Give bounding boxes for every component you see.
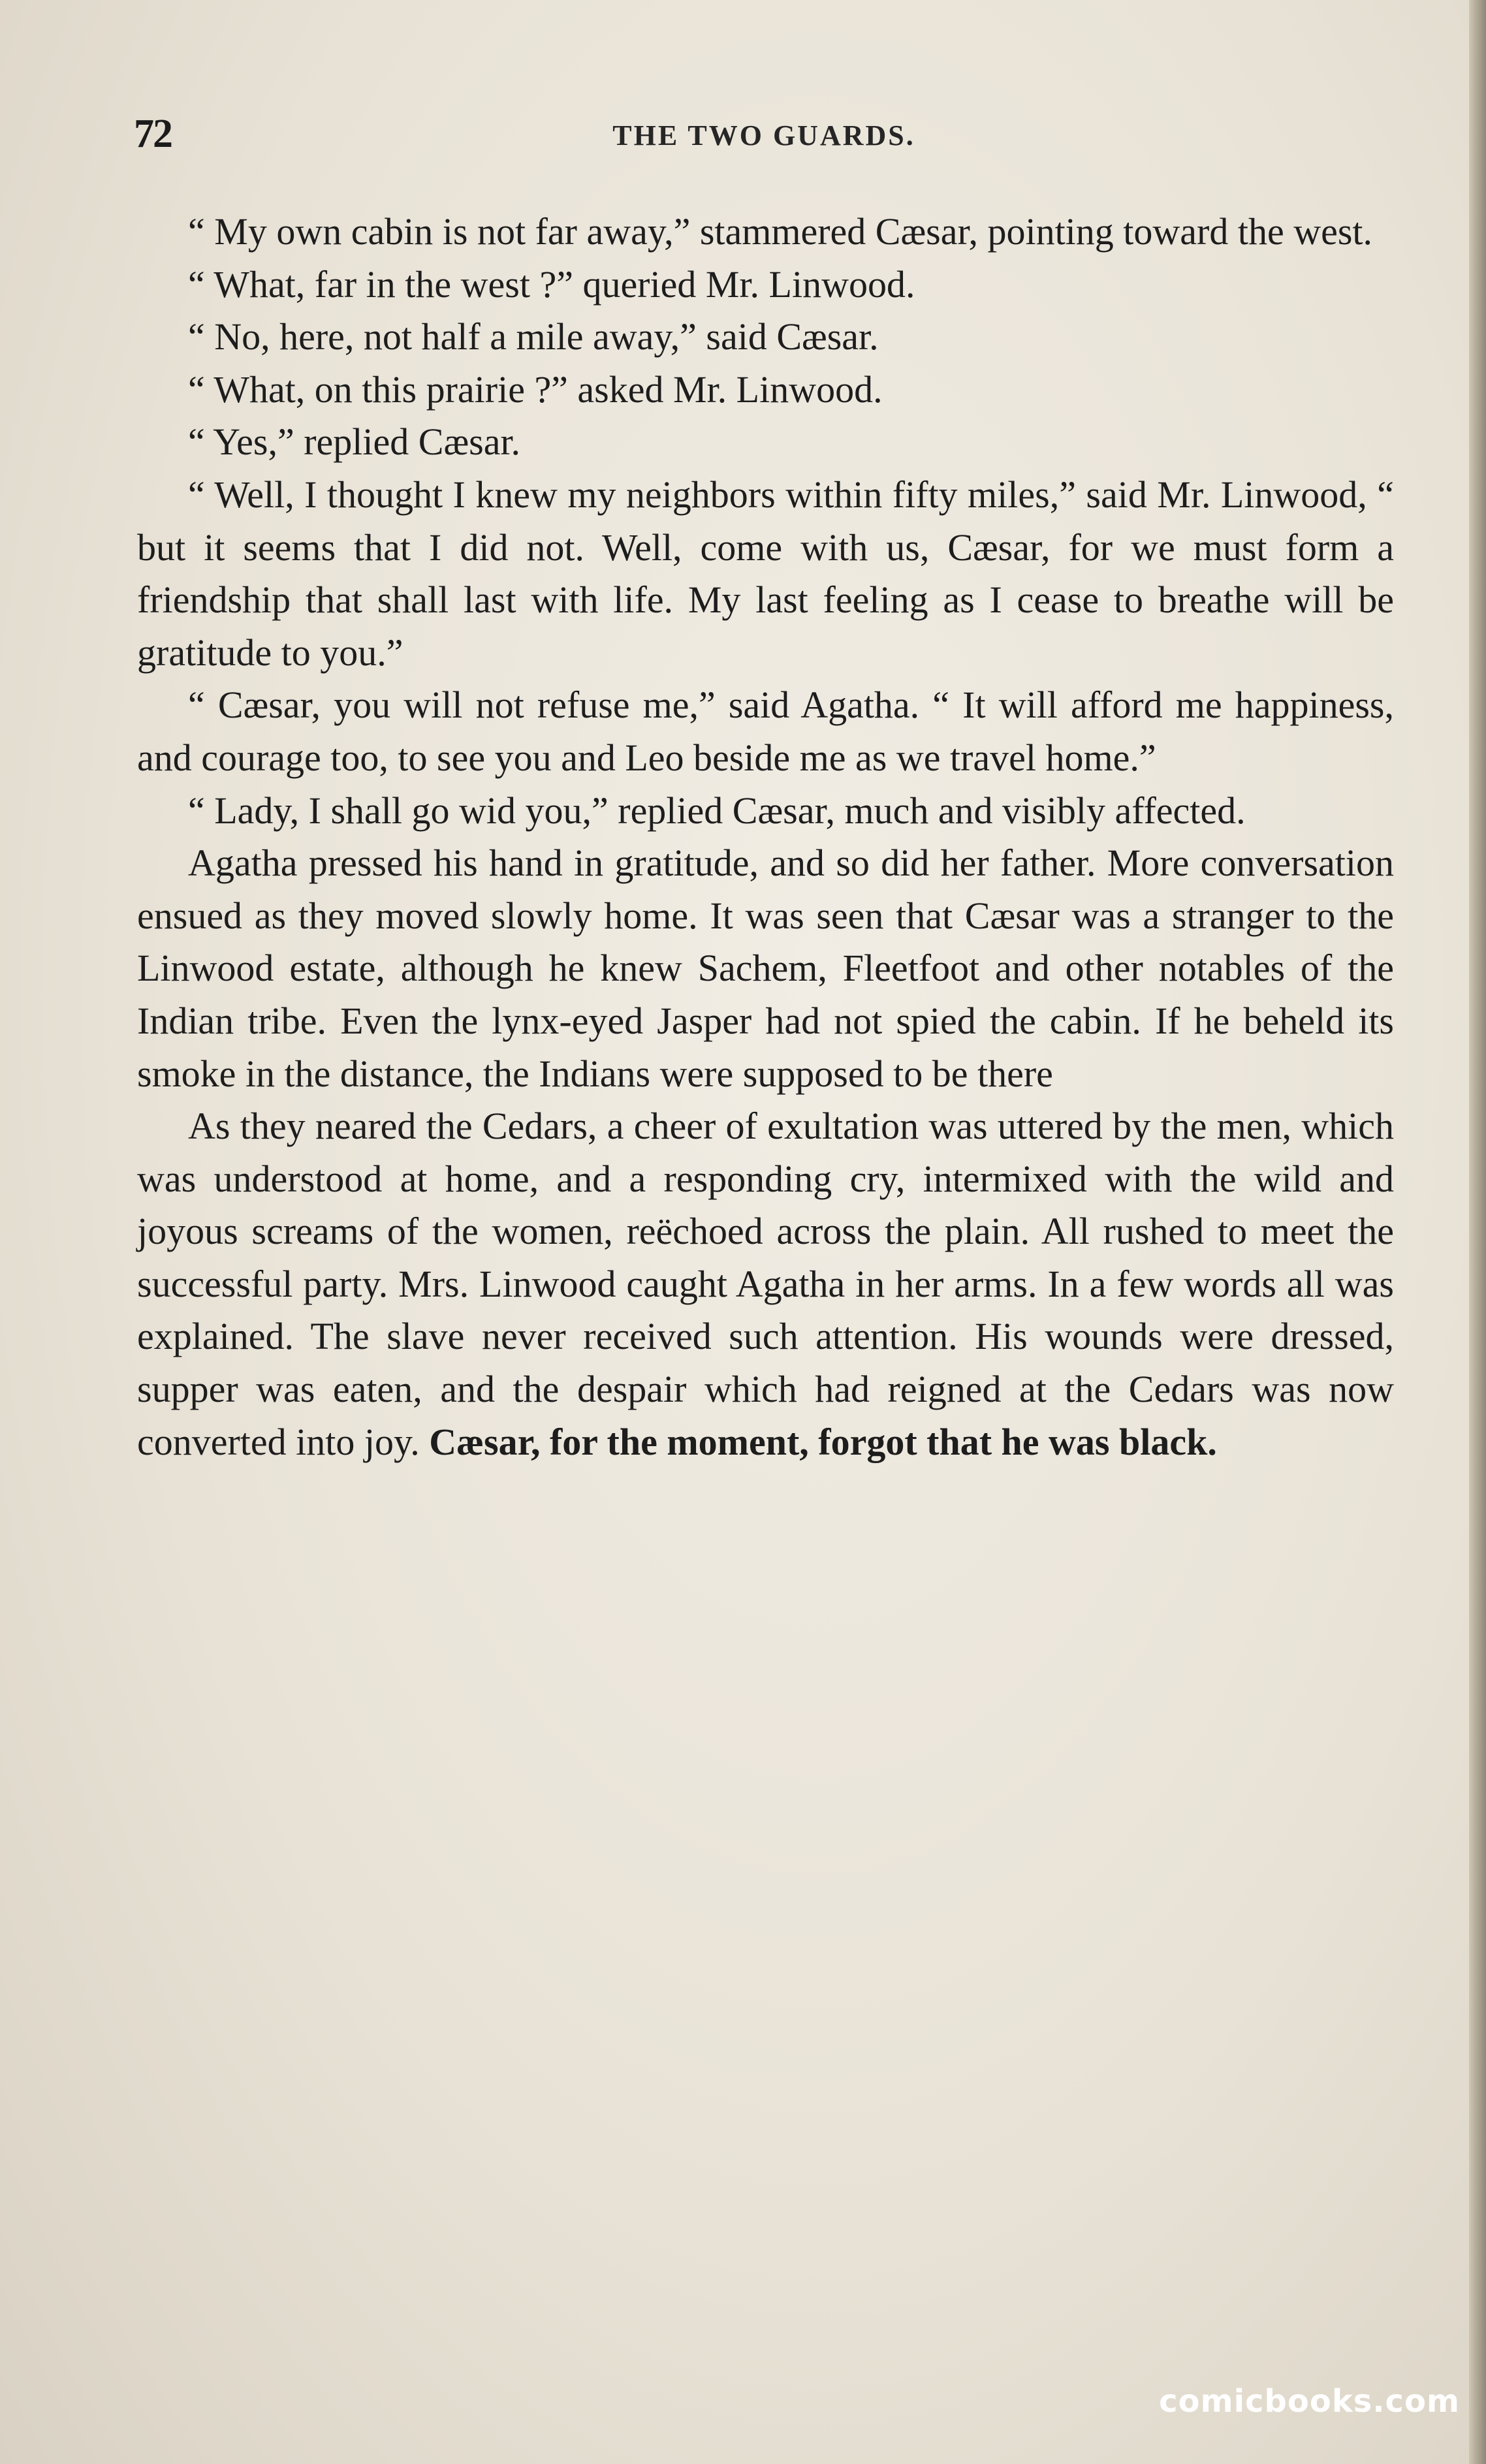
site-watermark: comicbooks.com [1159,2383,1460,2420]
paragraph-9: Agatha pressed his hand in gratitude, and so did her father. More conversation ensued as they moved slowly home. It was seen that Cæsar was a stranger to the Linwood estate, although he knew Sachem, Fleetfoot and other notables of the Indian tribe. Even the lynx-eyed Jasper had not spied the cabin. If he beheld its smoke in the distance, the Indians were supposed to be there [137,842,1394,1095]
paragraph-3: “ No, here, not half a mile away,” said Cæsar. [188,315,879,358]
page-number: 72 [134,112,172,156]
paragraph-10 [137,1100,1394,1468]
page-header [134,111,1394,170]
paragraph-2: “ What, far in the west ?” queried Mr. Linwood. [188,262,915,306]
running-title: THE TWO GUARDS. [612,119,915,151]
paragraph-8: “ Lady, I shall go wid you,” replied Cæsar, much and visibly affected. [188,789,1246,832]
page-edge-shadow [1469,0,1486,2464]
closing-bold-sentence: Cæsar, for the moment, forgot that he was black. [429,1420,1217,1463]
paragraph-7: “ Cæsar, you will not refuse me,” said Agatha. “ It will afford me happiness, and courage too, to see you and Leo beside me as we travel home.” [137,684,1394,779]
paragraph-6: “ Well, I thought I knew my neighbors within fifty miles,” said Mr. Linwood, “ but it seems that I did not. Well, come with us, Cæsar, for we must form a friendship that shall last with life. My last feeling as I cease to breathe will be gratitude to you.” [137,473,1394,674]
paragraph-10-text: As they neared the Cedars, a cheer of exultation was uttered by the men, which was understood at home, and a responding cry, intermixed with the wild and joyous screams of the women, reëchoed across the plain. All rushed to meet the successful party. Mrs. Linwood caught Agatha in her arms. In a few words all was explained. The slave never received such attention. His wounds were dressed, supper was eaten, and the despair which had reigned at the Cedars was now converted into joy. [137,1105,1394,1463]
paragraph-5: “ Yes,” replied Cæsar. [188,420,521,464]
paragraph-4: “ What, on this prairie ?” asked Mr. Linwood. [188,368,883,411]
paragraph-1: “ My own cabin is not far away,” stammered Cæsar, pointing toward the west. [188,210,1373,253]
body-text [137,206,1394,1468]
